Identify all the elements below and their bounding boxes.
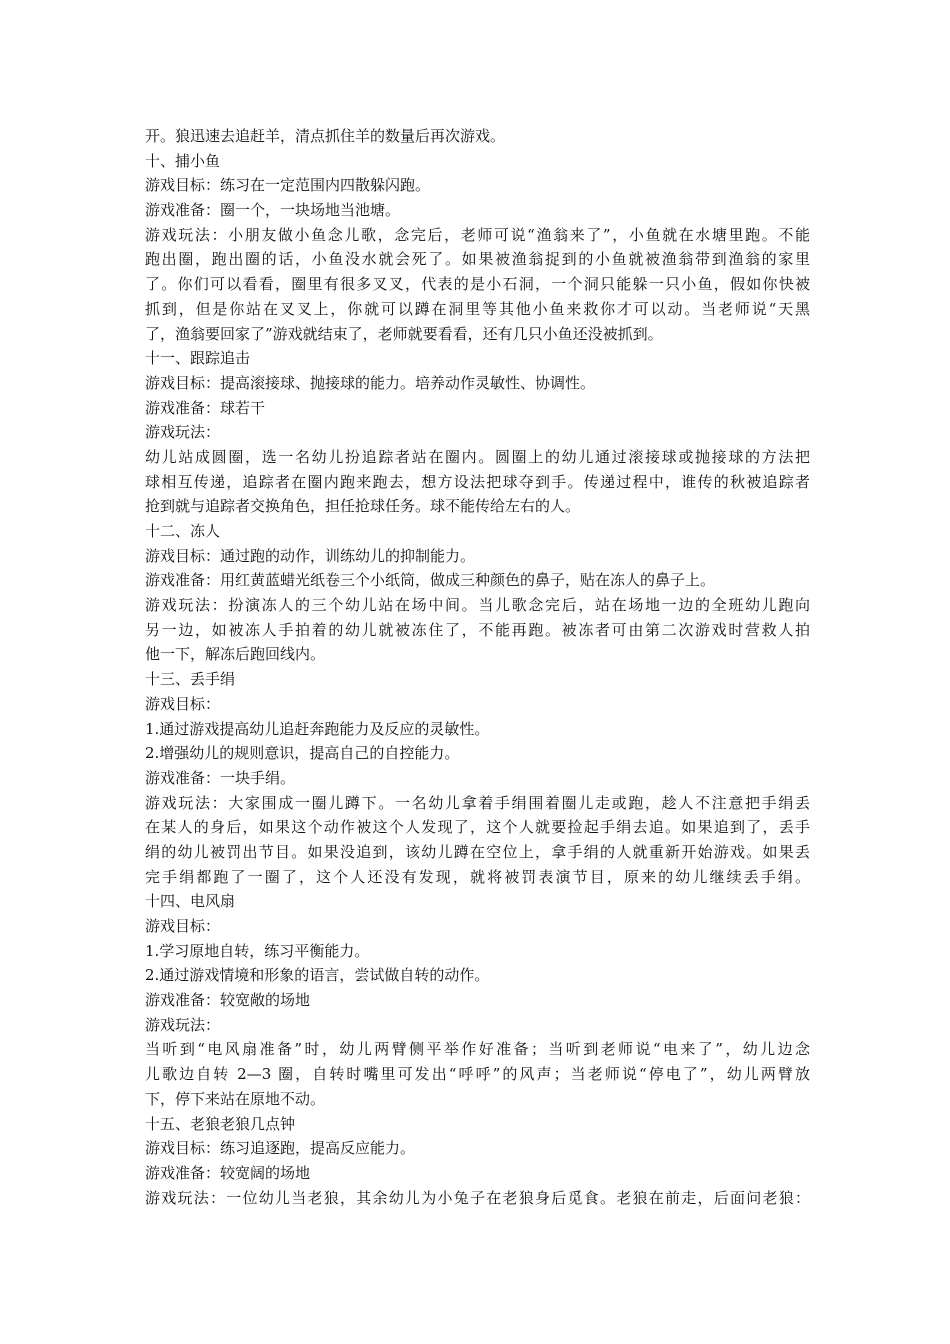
text-line: 游戏玩法：小朋友做小鱼念儿歌，念完后，老师可说“渔翁来了”，小鱼就在水塘里跑。不能 (145, 225, 810, 244)
text-line: 游戏玩法：一位幼儿当老狼，其余幼儿为小兔子在老狼身后觅食。老狼在前走，后面问老狼： (145, 1188, 810, 1207)
text-line: 跑出圈，跑出圈的话，小鱼没水就会死了。如果被渔翁捉到的小鱼就被渔翁带到渔翁的家里 (145, 250, 810, 269)
text-line: 游戏玩法： (145, 423, 221, 442)
text-line: 1.通过游戏提高幼儿追赶奔跑能力及反应的灵敏性。 (145, 719, 490, 738)
text-line: 抢到就与追踪者交换角色，担任抢球任务。球不能传给左右的人。 (145, 497, 581, 516)
text-line: 抓到，但是你站在叉叉上，你就可以蹲在洞里等其他小鱼来救你才可以动。当老师说“天黑 (145, 299, 810, 318)
text-line: 游戏准备：较宽敞的场地 (145, 991, 311, 1010)
text-line: 2.通过游戏情境和形象的语言，尝试做自转的动作。 (145, 966, 490, 985)
text-line: 十四、电风扇 (145, 892, 236, 911)
text-line: 十、捕小鱼 (145, 151, 221, 170)
text-line: 游戏准备：较宽阔的场地 (145, 1163, 311, 1182)
text-line: 完手绢都跑了一圈了，这个人还没有发现，就将被罚表演节目，原来的幼儿继续丢手绢。 (145, 867, 810, 886)
text-line: 十五、老狼老狼几点钟 (145, 1114, 296, 1133)
text-line: 当听到“电风扇准备”时，幼儿两臂侧平举作好准备；当听到老师说“电来了”，幼儿边念 (145, 1040, 810, 1059)
text-line: 游戏目标：提高滚接球、抛接球的能力。培养动作灵敏性、协调性。 (145, 373, 596, 392)
text-line: 了。你们可以看看，圈里有很多叉叉，代表的是小石洞，一个洞只能躲一只小鱼，假如你快被 (145, 275, 810, 294)
text-line: 十一、跟踪追击 (145, 349, 251, 368)
text-line: 在某人的身后，如果这个动作被这个人发现了，这个人就要捡起手绢去追。如果追到了，丢手 (145, 818, 810, 837)
text-line: 游戏准备：球若干 (145, 398, 266, 417)
text-line: 另一边，如被冻人手拍着的幼儿就被冻住了，不能再跑。被冻者可由第二次游戏时营救人拍 (145, 620, 810, 639)
text-line: 游戏目标： (145, 694, 221, 713)
text-line: 游戏目标：练习在一定范围内四散躲闪跑。 (145, 176, 431, 195)
text-line: 幼儿站成圆圈，选一名幼儿扮追踪者站在圈内。圆圈上的幼儿通过滚接球或抛接球的方法把 (145, 447, 810, 466)
text-line: 儿歌边自转 2—3 圈，自转时嘴里可发出“呼呼”的风声；当老师说“停电了”，幼儿两臂放 (145, 1065, 810, 1084)
text-line: 十二、冻人 (145, 522, 221, 540)
text-line: 游戏准备：用红黄蓝蜡光纸卷三个小纸筒，做成三种颜色的鼻子，贴在冻人的鼻子上。 (145, 571, 716, 590)
text-line: 游戏目标：通过跑的动作，训练幼儿的抑制能力。 (145, 546, 476, 565)
text-line: 开。狼迅速去追赶羊，清点抓住羊的数量后再次游戏。 (145, 127, 506, 145)
text-line: 下，停下来站在原地不动。 (145, 1089, 326, 1108)
text-line: 游戏目标：练习追逐跑，提高反应能力。 (145, 1139, 416, 1158)
text-line: 游戏目标： (145, 917, 221, 935)
text-line: 了，渔翁要回家了”游戏就结束了，老师就要看看，还有几只小鱼还没被抓到。 (145, 324, 663, 343)
text-line: 游戏准备：圈一个，一块场地当池塘。 (145, 201, 401, 220)
text-line: 十三、丢手绢 (145, 670, 236, 689)
text-line: 2.增强幼儿的规则意识，提高自己的自控能力。 (145, 744, 460, 763)
document-body (145, 124, 810, 1210)
text-line: 他一下，解冻后跑回线内。 (145, 645, 326, 664)
text-line: 球相互传递，追踪者在圈内跑来跑去，想方设法把球夺到手。传递过程中，谁传的秋被追踪者 (145, 472, 810, 491)
text-line: 游戏玩法： (145, 1015, 221, 1034)
text-line: 绢的幼儿被罚出节目。如果没追到，该幼儿蹲在空位上，拿手绢的人就重新开始游戏。如果丢 (145, 842, 810, 861)
text-line: 1.学习原地自转，练习平衡能力。 (145, 941, 370, 960)
text-line: 游戏玩法：大家围成一圈儿蹲下。一名幼儿拿着手绢围着圈儿走或跑，趁人不注意把手绢丢 (145, 793, 810, 812)
text-line: 游戏准备：一块手绢。 (145, 768, 296, 787)
text-line: 游戏玩法：扮演冻人的三个幼儿站在场中间。当儿歌念完后，站在场地一边的全班幼儿跑向 (145, 596, 810, 615)
